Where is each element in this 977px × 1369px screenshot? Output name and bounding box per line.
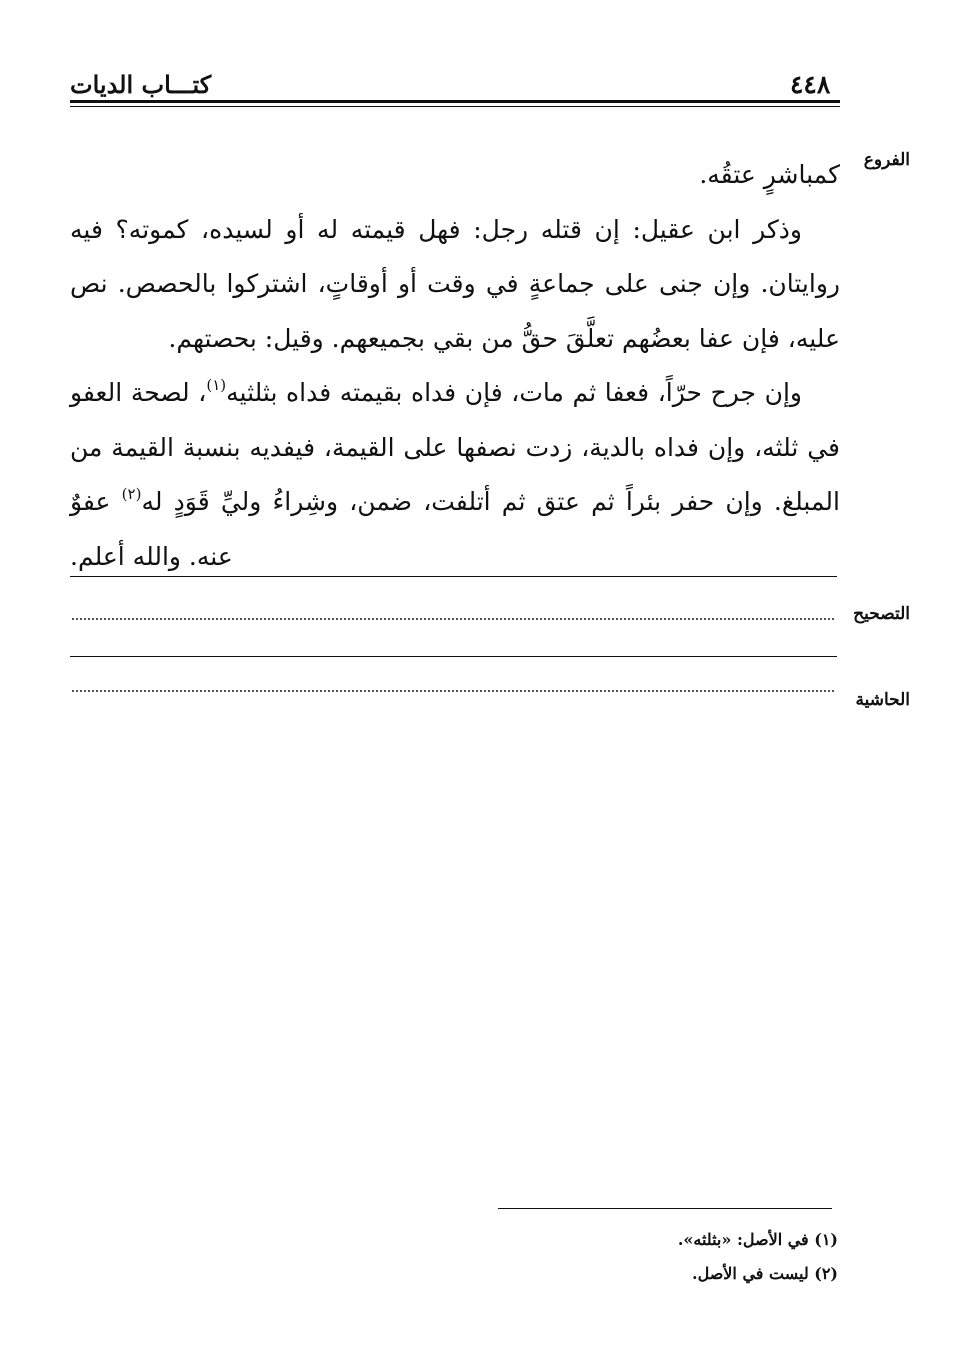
paragraph-3: [70, 366, 840, 584]
running-title: كتـــاب الديات: [70, 70, 212, 99]
paragraph-3-part-c: عفوٌ عنه. والله أعلم.: [70, 487, 233, 571]
page-number: ٤٤٨: [790, 70, 831, 99]
furu-section-label: الفروع: [863, 150, 910, 170]
header-rule-thin: [70, 106, 840, 107]
footnote-rule: [498, 1208, 832, 1209]
footnote-ref-1: (١): [206, 376, 227, 394]
paragraph-1: كمباشرٍ عتقُه.: [699, 160, 840, 189]
hashiya-section-label: الحاشية: [855, 690, 910, 710]
tashih-section-label: التصحيح: [853, 604, 910, 624]
footnote-1: (١) في الأصل: «بثلثه».: [677, 1230, 838, 1249]
footnote-2: (٢) ليست في الأصل.: [692, 1264, 838, 1283]
tashih-section-rule: [70, 656, 837, 657]
footnote-ref-2: (٢): [121, 485, 142, 503]
furu-section-rule: [70, 576, 837, 577]
paragraph-2: وذكر ابن عقيل: إن قتله رجل: فهل قيمته له أو لسيده، كموته؟ فيه روايتان. وإن جنى على جماعةٍ في وقت أو أوقاتٍ، اشتركوا بالحصص. نص عليه، فإن عفا بعضُهم تعلَّقَ حقُّ من بقي بجميعهم. وقيل: بحصتهم.: [70, 214, 840, 353]
header-rule-thick: [70, 100, 840, 103]
hashiya-dotted-line: [72, 690, 834, 692]
main-text: [70, 148, 840, 584]
tashih-dotted-line: [72, 618, 834, 620]
paragraph-3-part-b: ، لصحة العفو في ثلثه، وإن فداه بالدية، زدت نصفها على القيمة، فيفديه بنسبة القيمة من المبلغ. وإن حفر بئراً ثم عتق ثم أتلفت، ضمن، وشِراءُ وليِّ قَوَدٍ له: [70, 378, 840, 516]
paragraph-3-part-a: وإن جرح حرّاً، فعفا ثم مات، فإن فداه بقيمته فداه بثلثيه: [226, 378, 802, 407]
